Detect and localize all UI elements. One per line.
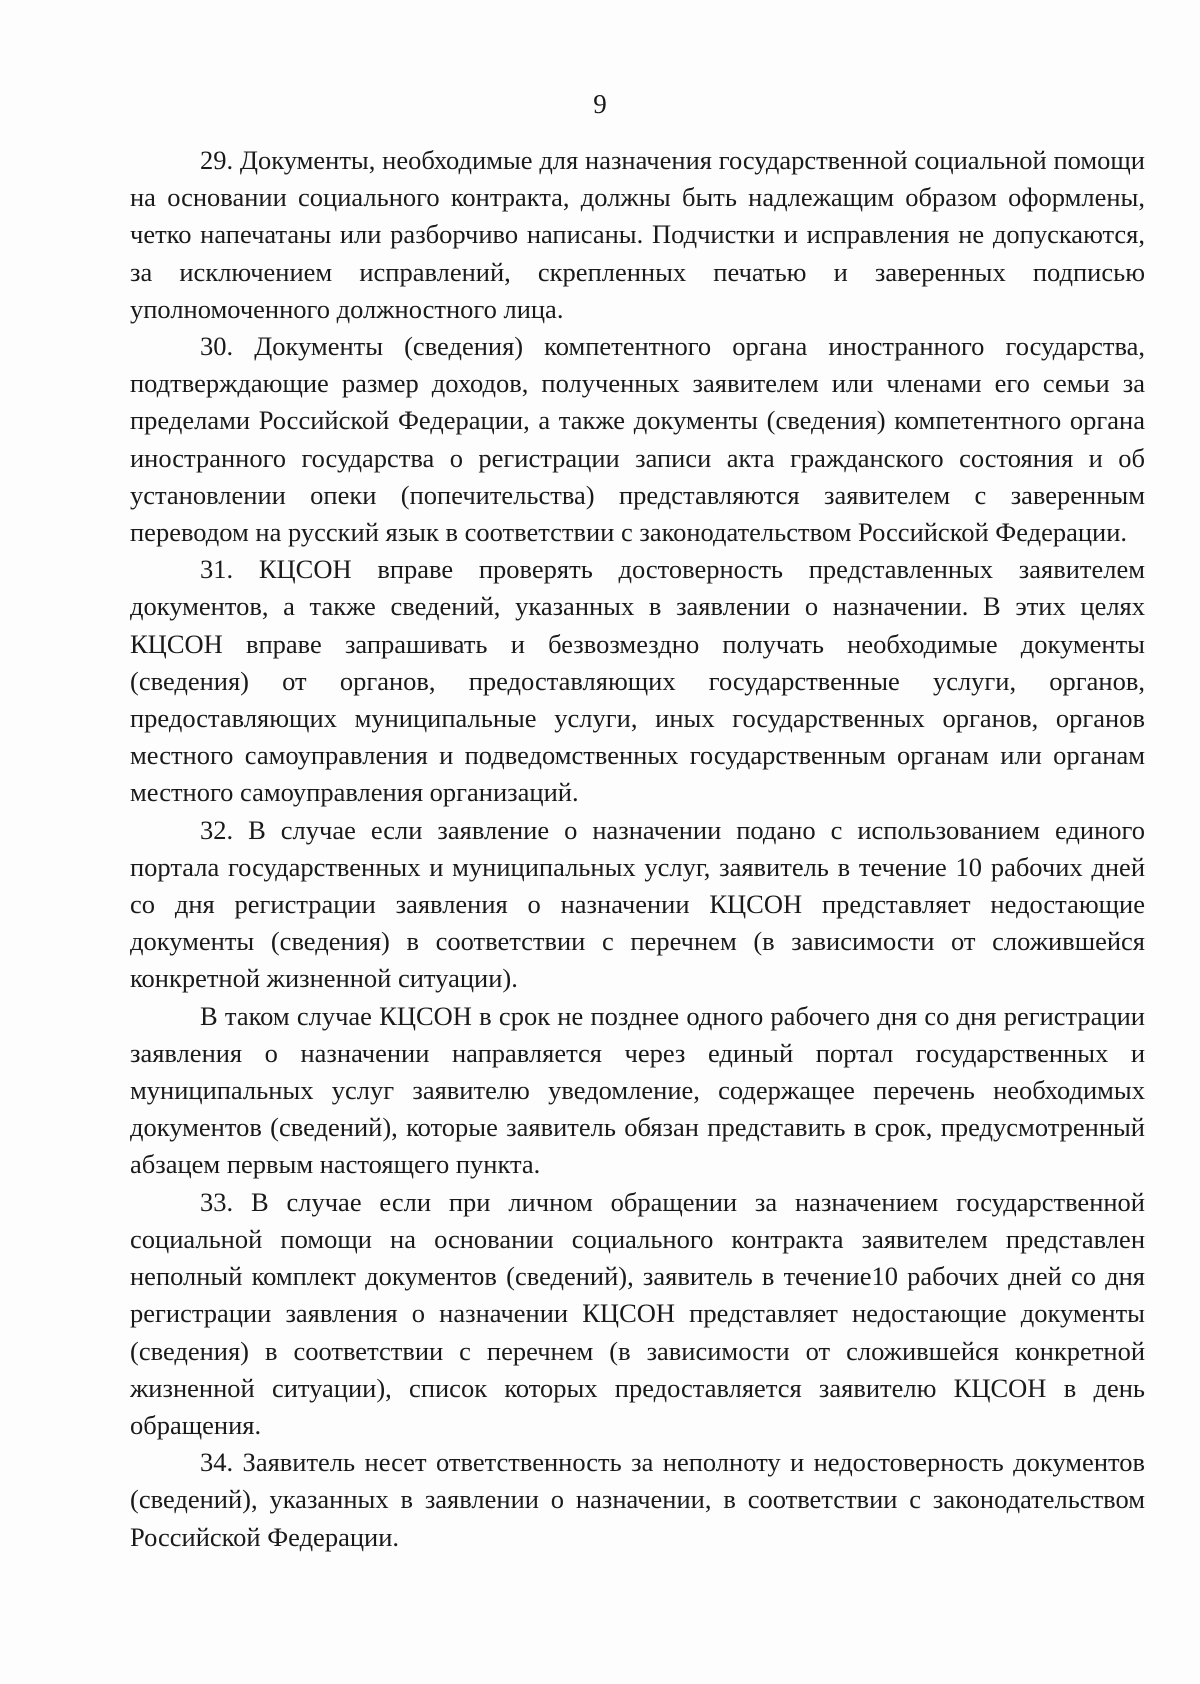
paragraph-31: 31. КЦСОН вправе проверять достоверность представленных заявителем документов, а также сведений, указанных в заявлении о назначении. В этих целях КЦСОН вправе запрашивать и безвозмездно получать необходимые документы (сведения) от органов, предоставляющих государственные услуги, органов, предоставляющих муниципальные услуги, иных государственных органов, органов местного самоуправления и подведомственных государственным органам или органам местного самоуправления организаций.	[130, 554, 1145, 808]
paragraph-34: 34. Заявитель несет ответственность за неполноту и недостоверность документов (сведений), указанных в заявлении о назначении, в соответствии с законодательством Российской Федерации.	[130, 1447, 1145, 1552]
paragraph-33: 33. В случае если при личном обращении за назначением государственной социальной помощи на основании социального контракта заявителем представлен неполный комплект документов (сведений), заявитель в течение10 рабочих дней со дня регистрации заявления о назначении КЦСОН представляет недостающие документы (сведения) в соответствии с перечнем (в зависимости от сложившейся конкретной жизненной ситуации), список которых предоставляется заявителю КЦСОН в день обращения.	[130, 1186, 1145, 1440]
paragraph-30: 30. Документы (сведения) компетентного органа иностранного государства, подтверждающие размер доходов, полученных заявителем или членами его семьи за пределами Российской Федерации, а также документы (сведения) компетентного органа иностранного государства о регистрации записи акта гражданского состояния и об установлении опеки (попечительства) представляются заявителем с заверенным переводом на русский язык в соответствии с законодательством Российской Федерации.	[130, 331, 1145, 548]
paragraph-32: 32. В случае если заявление о назначении подано с использованием единого портала государственных и муниципальных услуг, заявитель в течение 10 рабочих дней со дня регистрации заявления о назначении КЦСОН представляет недостающие документы (сведения) в соответствии с перечнем (в зависимости от сложившейся конкретной жизненной ситуации).	[130, 814, 1145, 994]
page-number: 9	[593, 89, 607, 119]
paragraph-32-continued: В таком случае КЦСОН в срок не позднее одного рабочего дня со дня регистрации заявления о назначении направляется через единый портал государственных и муниципальных услуг заявителю уведомление, содержащее перечень необходимых документов (сведений), которые заявитель обязан представить в срок, предусмотренный абзацем первым настоящего пункта.	[130, 1000, 1145, 1180]
paragraph-29: 29. Документы, необходимые для назначения государственной социальной помощи на основании социального контракта, должны быть надлежащим образом оформлены, четко напечатаны или разборчиво написаны. Подчистки и исправления не допускаются, за исключением исправлений, скрепленных печатью и заверенных подписью уполномоченного должностного лица.	[130, 145, 1145, 324]
document-body	[130, 142, 1145, 1556]
